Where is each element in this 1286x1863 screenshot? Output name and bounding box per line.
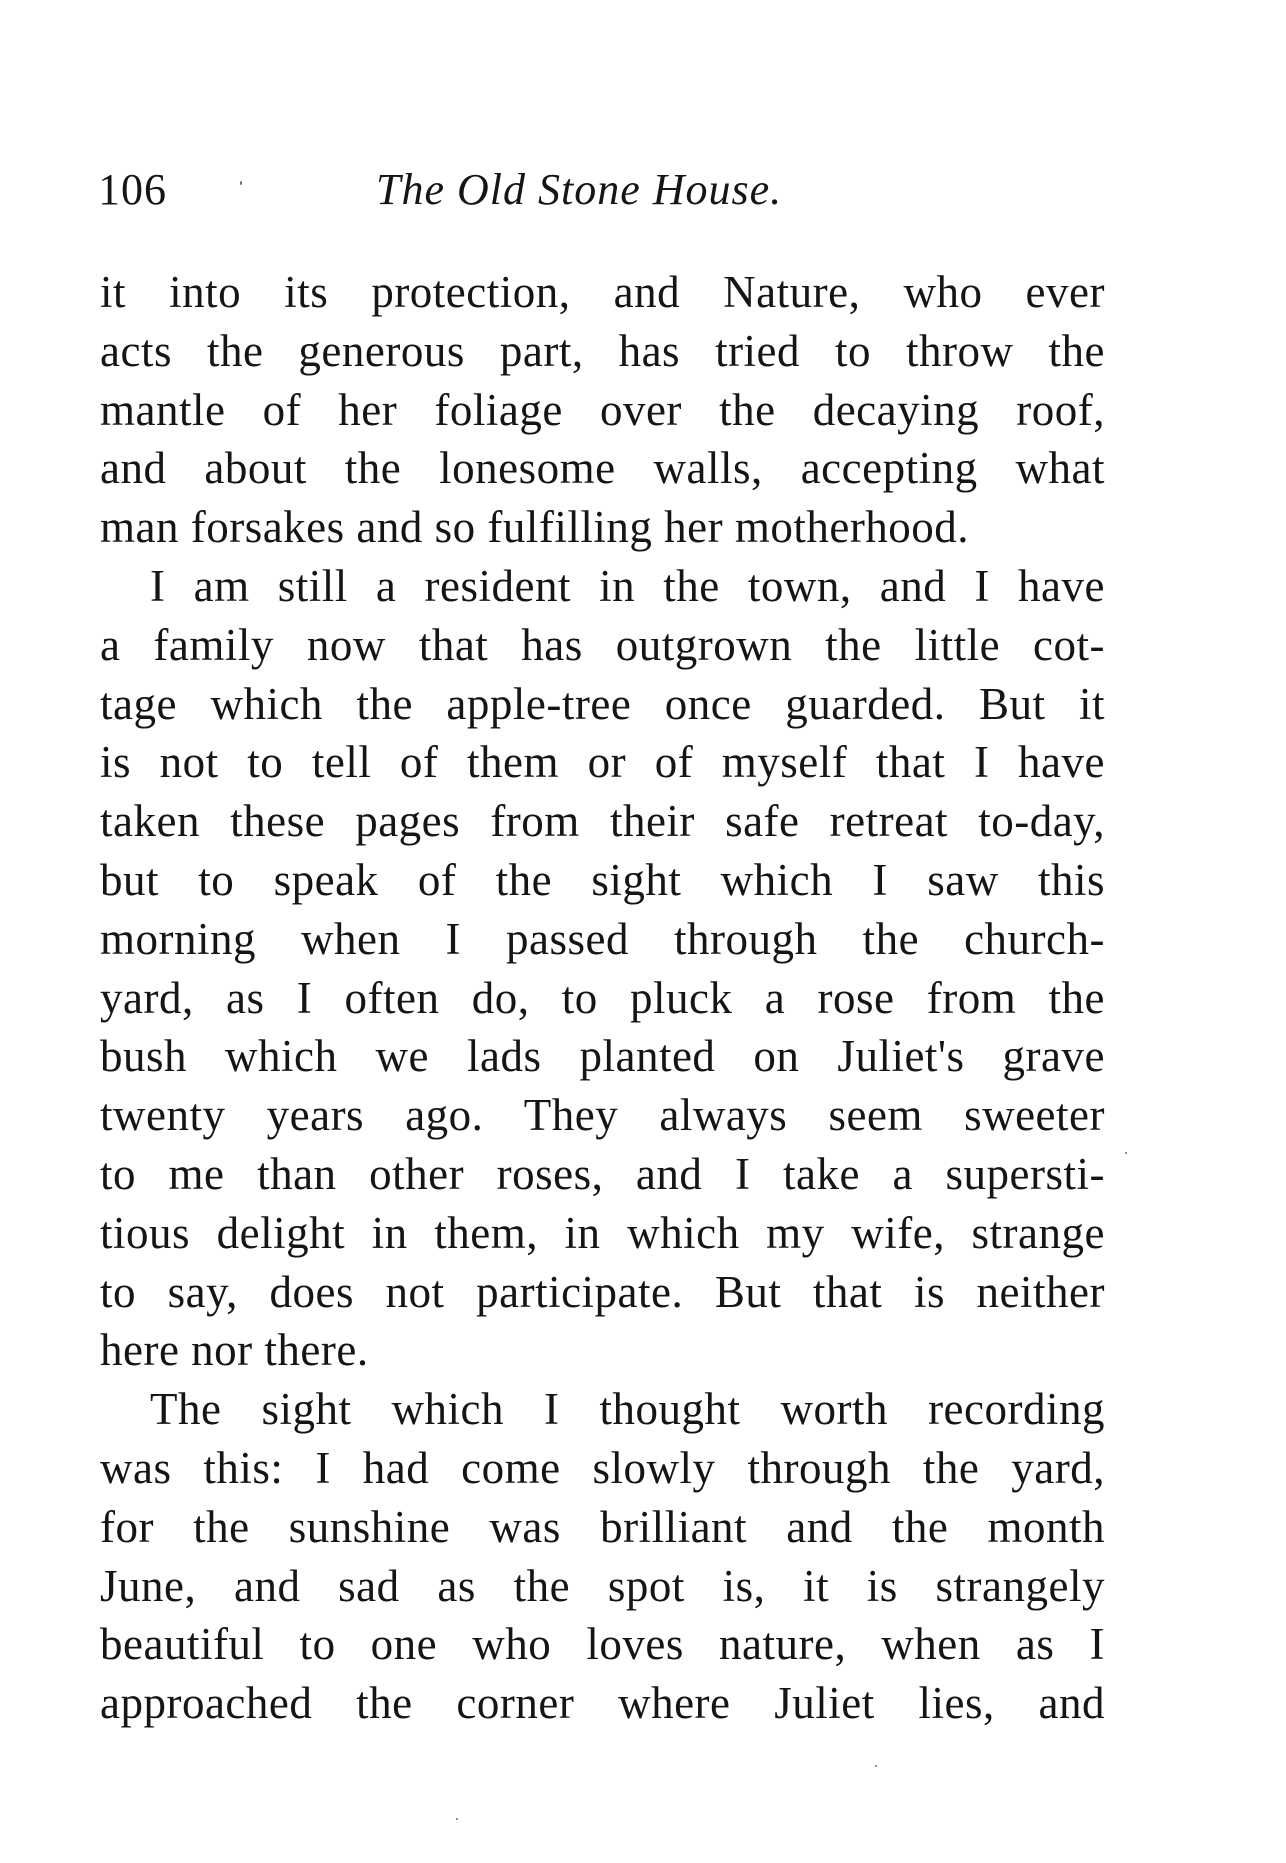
page-number: 106 [98, 165, 167, 214]
text-line: it into its protection, and Nature, who ever [100, 267, 1105, 317]
text-line: a family now that has outgrown the little cot- [100, 619, 1105, 670]
paper-speck [1125, 1152, 1127, 1154]
text-line: approached the corner where Juliet lies, and [100, 1678, 1105, 1729]
text-line: man forsakes and so fulfilling her motherhood. [100, 502, 970, 553]
text-line: mantle of her foliage over the decaying roof, [100, 384, 1105, 435]
paper-speck [456, 1818, 458, 1820]
text-line: to say, does not participate. But that is neither [100, 1266, 1105, 1317]
text-line: twenty years ago. They always seem sweeter [100, 1090, 1105, 1141]
text-line: but to speak of the sight which I saw this [100, 854, 1105, 905]
text-line: acts the generous part, has tried to throw the [100, 325, 1105, 376]
text-line: tious delight in them, in which my wife, strange [100, 1207, 1105, 1258]
text-line: morning when I passed through the church- [100, 913, 1105, 964]
text-line: The sight which I thought worth recording [150, 1384, 1105, 1435]
text-line: tage which the apple-tree once guarded. But it [100, 678, 1105, 729]
text-line: to me than other roses, and I take a supersti- [100, 1148, 1105, 1199]
paragraph-2 [100, 557, 1105, 1380]
text-line: and about the lonesome walls, accepting what [100, 443, 1105, 494]
text-line: is not to tell of them or of myself that I have [100, 737, 1105, 788]
body-text [100, 263, 1105, 1733]
text-line: June, and sad as the spot is, it is strangely [100, 1560, 1105, 1611]
paper-speck [875, 1765, 877, 1767]
text-line: bush which we lads planted on Juliet's grave [100, 1031, 1105, 1082]
text-line: beautiful to one who loves nature, when as I [100, 1619, 1105, 1670]
text-line: I am still a resident in the town, and I have [150, 560, 1105, 611]
text-line: yard, as I often do, to pluck a rose from the [100, 972, 1105, 1023]
text-line: here nor there. [100, 1325, 369, 1376]
running-head [98, 165, 1098, 225]
text-line: taken these pages from their safe retreat to-day, [100, 796, 1105, 847]
text-line: for the sunshine was brilliant and the month [100, 1501, 1105, 1552]
paragraph-1 [100, 263, 1105, 557]
running-title: The Old Stone House. [376, 165, 783, 214]
paragraph-3 [100, 1380, 1105, 1733]
text-line: was this: I had come slowly through the yard, [100, 1442, 1105, 1493]
paper-speck [240, 181, 242, 185]
